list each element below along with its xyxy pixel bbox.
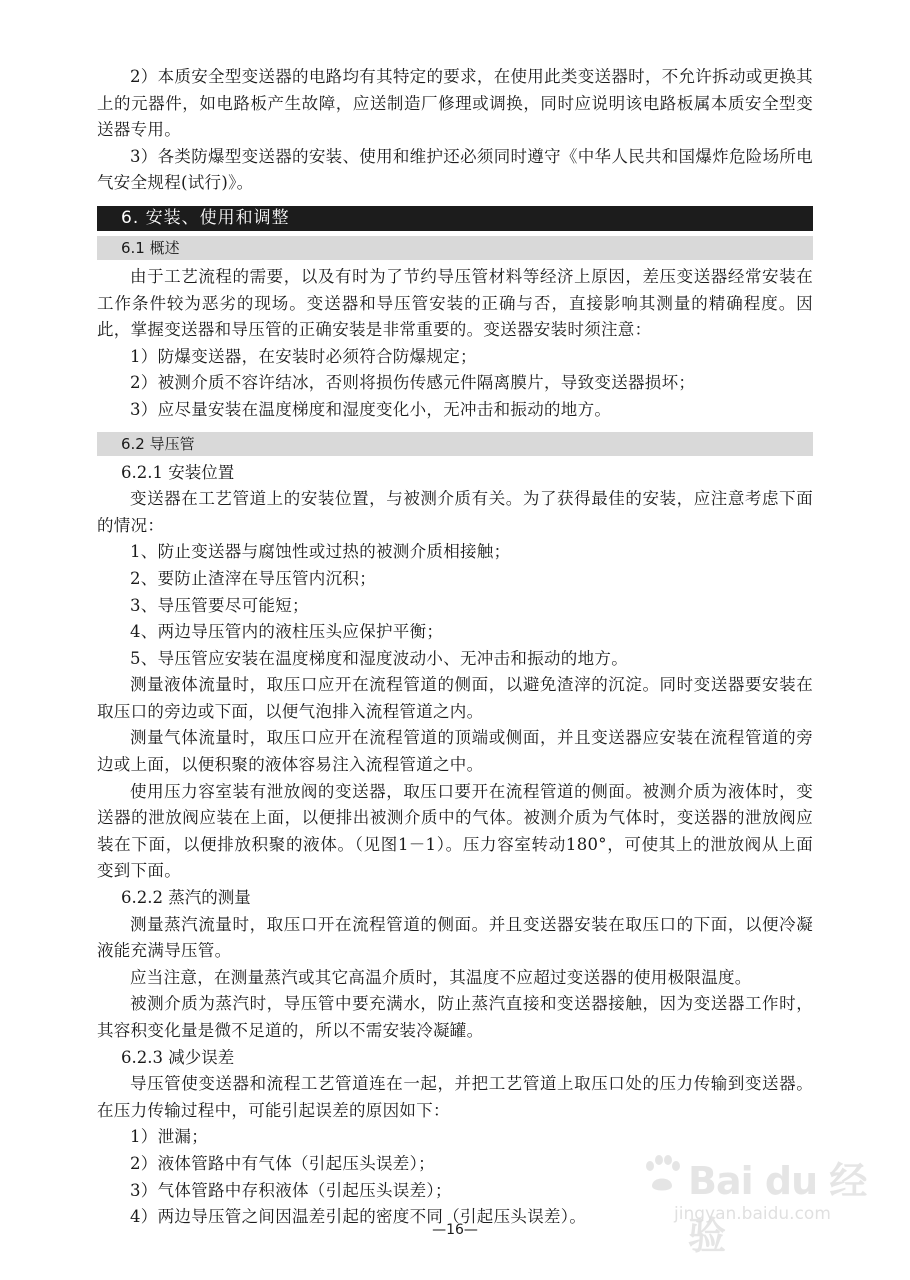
paragraph: 被测介质为蒸汽时，导压管中要充满水，防止蒸汽直接和变送器接触，因为变送器工作时，其容积变化量是微不足道的，所以不需安装冷凝罐。 xyxy=(97,994,813,1040)
paragraph: 导压管使变送器和流程工艺管道连在一起，并把工艺管道上取压口处的压力传输到变送器。在压力传输过程中，可能引起误差的原因如下： xyxy=(97,1074,813,1120)
sub-heading: 6.2.2 蒸汽的测量 xyxy=(121,888,251,908)
list-item: 3、导压管要尽可能短； xyxy=(130,595,309,615)
document-page xyxy=(97,64,813,1231)
page-number: —16— xyxy=(432,1222,478,1238)
paragraph: 测量蒸汽流量时，取压口开在流程管道的侧面。并且变送器安装在取压口的下面，以便冷凝液能充满导压管。 xyxy=(97,914,813,961)
list-item: 4）两边导压管之间因温差引起的密度不同（引起压头误差）。 xyxy=(130,1207,587,1227)
watermark-url: jingyan.baidu.com xyxy=(674,1204,831,1224)
subsection-heading: 6.2 导压管 xyxy=(97,432,813,456)
paragraph: 测量气体流量时，取压口应开在流程管道的顶端或侧面，并且变送器应安装在流程管道的旁边或上面，以便积聚的液体容易注入流程管道之中。 xyxy=(97,728,813,775)
paragraph: 应当注意，在测量蒸汽或其它高温介质时，其温度不应超过变送器的使用极限温度。 xyxy=(130,967,752,987)
list-item: 2）液体管路中有气体（引起压头误差）； xyxy=(130,1153,435,1173)
list-item: 4、两边导压管内的液柱压头应保护平衡； xyxy=(130,622,444,642)
list-item: 3）气体管路中存积液体（引起压头误差）； xyxy=(130,1180,452,1200)
paragraph: 变送器在工艺管道上的安装位置，与被测介质有关。为了获得最佳的安装，应注意考虑下面的情况： xyxy=(97,489,813,535)
sub-heading: 6.2.3 减少误差 xyxy=(121,1047,235,1067)
watermark-brand: Bai du 经验 xyxy=(688,1159,867,1258)
paragraph: 测量液体流量时，取压口应开在流程管道的侧面，以避免渣滓的沉淀。同时变送器要安装在取压口的旁边或下面，以便气泡排入流程管道之内。 xyxy=(97,675,813,721)
paragraph: 2）本质安全型变送器的电路均有其特定的要求，在使用此类变送器时，不允许拆动或更换其上的元器件，如电路板产生故障，应送制造厂修理或调换，同时应说明该电路板属本质安全型变送器专用。 xyxy=(97,67,813,140)
paragraph: 3）各类防爆型变送器的安装、使用和维护还必须同时遵守《中华人民共和国爆炸危险场所电气安全规程(试行)》。 xyxy=(97,146,813,193)
list-item: 1）防爆变送器，在安装时必须符合防爆规定； xyxy=(130,346,477,366)
list-item: 1、防止变送器与腐蚀性或过热的被测介质相接触； xyxy=(130,542,511,562)
list-item: 2、要防止渣滓在导压管内沉积； xyxy=(130,568,376,588)
sub-heading: 6.2.1 安装位置 xyxy=(121,462,235,482)
subsection-heading: 6.1 概述 xyxy=(97,236,813,260)
section-heading: 6. 安装、使用和调整 xyxy=(97,206,813,231)
paw-icon xyxy=(640,1152,684,1196)
list-item: 3）应尽量安装在温度梯度和湿度变化小，无冲击和振动的地方。 xyxy=(130,399,612,419)
list-item: 5、导压管应安装在温度梯度和湿度波动小、无冲击和振动的地方。 xyxy=(130,648,628,668)
paragraph: 使用压力容室装有泄放阀的变送器，取压口要开在流程管道的侧面。被测介质为液体时，变送器的泄放阀应装在上面，以便排出被测介质中的气体。被测介质为气体时，变送器的泄放阀应装在下面，以便排放积聚的液体。（见图1－1）。压力容室转动180°，可使其上的泄放阀从上面变到下面。 xyxy=(97,781,813,881)
paragraph: 由于工艺流程的需要，以及有时为了节约导压管材料等经济上原因，差压变送器经常安装在工作条件较为恶劣的现场。变送器和导压管安装的正确与否，直接影响其测量的精确程度。因此，掌握变送器和导压管的正确安装是非常重要的。变送器安装时须注意： xyxy=(97,266,813,340)
list-item: 1）泄漏； xyxy=(130,1127,208,1147)
list-item: 2）被测介质不容许结冰，否则将损伤传感元件隔离膜片，导致变送器损坏； xyxy=(130,373,696,393)
